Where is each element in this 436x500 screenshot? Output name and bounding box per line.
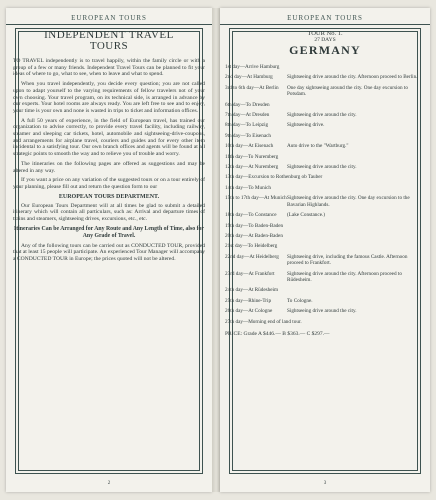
itinerary-row	[225, 195, 425, 208]
paragraph: When you travel independently, you decide every question; you are not called upon to adapt yourself to the varying requirements of fellow travelers not of your own choosing. Your travel program, on its technical side, is arranged in advance by our experts. Your hotel rooms are always ready. You are left free to see and to enjoy, your time is your own and none is wasted in trips to ticket and information offices.	[13, 81, 205, 114]
itinerary-activity	[287, 287, 425, 293]
itinerary-row	[225, 74, 425, 80]
intro-paragraph: TO TRAVEL independently is to travel happily, within the family circle or with a group of a few or many friends. Independent Travel Tours can be planned to fit your ideas of where to go, what to see, when to leave and what to spend.	[13, 58, 205, 78]
itinerary-row	[225, 174, 425, 180]
itinerary-row	[225, 133, 425, 139]
itinerary-activity: Sightseeing drive around the city.	[287, 164, 357, 171]
itinerary-day: 18th day—To Constance	[225, 212, 277, 219]
itinerary-day: 21st day—To Heidelberg	[225, 243, 278, 250]
itinerary-day: 13th day—Excursion to Rothenburg ob Tauber	[225, 174, 323, 181]
itinerary-row	[225, 254, 425, 267]
itinerary-activity: Sightseeing drive around the city. One day excursion to the Bavarian Highlands.	[287, 195, 410, 208]
itinerary-activity	[302, 319, 425, 325]
page-title: INDEPENDENT TRAVEL	[44, 29, 174, 41]
itinerary-activity: Sightseeing drive around the city. Afternoon proceed to Rüdesheim.	[287, 270, 402, 283]
itinerary-row	[225, 154, 425, 160]
itinerary-activity: Sightseeing drive around the city.	[287, 308, 357, 315]
page-number: 3	[323, 481, 327, 486]
itinerary-activity	[287, 64, 425, 70]
itinerary-row	[225, 164, 425, 170]
itinerary-activity	[287, 233, 425, 239]
itinerary-activity: Sightseeing drive around the city.	[287, 112, 357, 119]
itinerary-list	[225, 64, 425, 325]
department-heading: EUROPEAN TOURS DEPARTMENT.	[58, 193, 160, 200]
itinerary-day: 20th day—At Baden-Baden	[225, 232, 283, 239]
page-title-line2: TOURS	[89, 40, 129, 52]
itinerary-row	[225, 85, 425, 98]
itinerary-row	[225, 298, 425, 304]
itinerary-activity	[287, 102, 425, 108]
left-content	[13, 30, 205, 266]
itinerary-day: 11th day—To Nuremberg	[225, 153, 279, 160]
itinerary-day: 8th day—To Leipzig	[225, 122, 269, 129]
country-title: GERMANY	[289, 43, 361, 57]
itinerary-activity	[287, 154, 425, 160]
right-page	[220, 8, 430, 492]
running-head: EUROPEAN TOURS	[287, 14, 363, 22]
paragraph: If you want a price on any variation of the suggested tours or on a tour entirely of your planning, please fill out and return the question form to our	[13, 177, 205, 190]
paragraph: Our European Tours Department will at all times be glad to submit a detailed itinerary which will contain all particulars, such as: Arrival and departure times of trains and steamers, sightseeing drives, excursions, etc., etc.	[13, 202, 205, 223]
itinerary-row	[225, 243, 425, 249]
tour-duration: 27 DAYS	[314, 37, 336, 43]
itinerary-activity	[287, 185, 425, 191]
itinerary-day: 15th to 17th day—At Munich	[225, 195, 287, 202]
header-rule	[220, 24, 430, 25]
itinerary-day: 6th day—To Dresden	[225, 101, 270, 108]
itinerary-day: 7th day—At Dresden	[225, 112, 270, 119]
itinerary-activity: Auto drive to the "Wartburg."	[287, 143, 349, 150]
itinerary-activity: To Cologne.	[287, 297, 313, 304]
itinerary-activity: One day sightseeing around the city. One day excursion to Potsdam.	[287, 84, 408, 98]
itinerary-day: 27th day—Morning end of land tour.	[225, 318, 302, 325]
itinerary-row	[225, 308, 425, 314]
itinerary-activity	[322, 174, 425, 180]
itinerary-day: 19th day—To Baden-Baden	[225, 222, 284, 229]
itinerary-day: 3rd to 6th day—At Berlin	[225, 84, 279, 91]
running-head: EUROPEAN TOURS	[71, 14, 147, 22]
itinerary-day: 23rd day—At Frankfort	[225, 270, 275, 277]
itineraries-note: Itineraries Can be Arranged for Any Route and Any Length of Time, also for Any Grade of Travel.	[13, 225, 204, 239]
itinerary-row	[225, 64, 425, 70]
itinerary-row	[225, 122, 425, 128]
itinerary-day: 9th day—To Eisenach	[225, 132, 272, 139]
itinerary-activity: Sightseeing drive.	[287, 122, 325, 129]
book-spine	[212, 8, 220, 492]
page-number: 2	[107, 481, 111, 486]
itinerary-day: 22nd day—At Heidelberg	[225, 253, 279, 260]
right-content	[225, 30, 425, 337]
itinerary-day: 24th day—At Rüdesheim	[225, 287, 279, 294]
itinerary-day: 14th day—To Munich	[225, 184, 272, 191]
header-rule	[6, 24, 212, 25]
itinerary-activity: (Lake Constance.)	[287, 212, 326, 219]
price-line: PRICE: Grade A $446.— B $363.— C $297.—	[225, 330, 330, 337]
itinerary-activity: Sightseeing drive, including the famous Castle. Afternoon proceed to Frankfort.	[287, 253, 408, 267]
itinerary-row	[225, 319, 425, 325]
paragraph: Any of the following tours can be carried out as CONDUCTED TOUR, provided that at least 15 people will participate. An experienced Tour Manager will accompany a CONDUCTED TOUR in Europe; the prices quoted will not be altered.	[13, 242, 205, 263]
itinerary-activity	[287, 133, 425, 139]
left-page	[6, 8, 212, 492]
itinerary-day: 1st day—Arrive Hamburg	[225, 64, 280, 70]
itinerary-day: 25th day—Rhine-Trip	[225, 297, 272, 304]
itinerary-activity	[287, 223, 425, 229]
itinerary-row	[225, 287, 425, 293]
itinerary-activity	[287, 243, 425, 249]
itinerary-day: 26th day—At Cologne	[225, 308, 273, 315]
itinerary-row	[225, 233, 425, 239]
itinerary-row	[225, 102, 425, 108]
itinerary-row	[225, 112, 425, 118]
paragraph: A full 50 years of experience, in the field of European travel, has trained our organization to advise correctly, to provide every travel facility, including railway, steamer and sleeping car tickets, hotel, automobile and sightseeing-drive-coupons, and arrangements for airplane travel, couriers and guides and for every other item incidental to a satisfying tour. Our own branch offices and agents will be found at all strategic points to smooth the way and to relieve you of trouble and worry.	[13, 117, 205, 158]
itinerary-row	[225, 223, 425, 229]
itinerary-day: 2nd day—At Hamburg	[225, 74, 273, 81]
itinerary-day: 12th day—At Nuremberg	[225, 164, 279, 171]
paragraph: The itineraries on the following pages are offered as suggestions and may be altered in any way.	[13, 160, 205, 174]
tour-number: TOUR No. 1.	[307, 30, 343, 37]
itinerary-row	[225, 212, 425, 218]
itinerary-row	[225, 271, 425, 284]
itinerary-day: 10th day—At Eisenach	[225, 143, 274, 150]
itinerary-activity: Sightseeing drive around the city. Afternoon proceed to Berlin.	[287, 74, 418, 81]
itinerary-row	[225, 143, 425, 149]
itinerary-row	[225, 185, 425, 191]
